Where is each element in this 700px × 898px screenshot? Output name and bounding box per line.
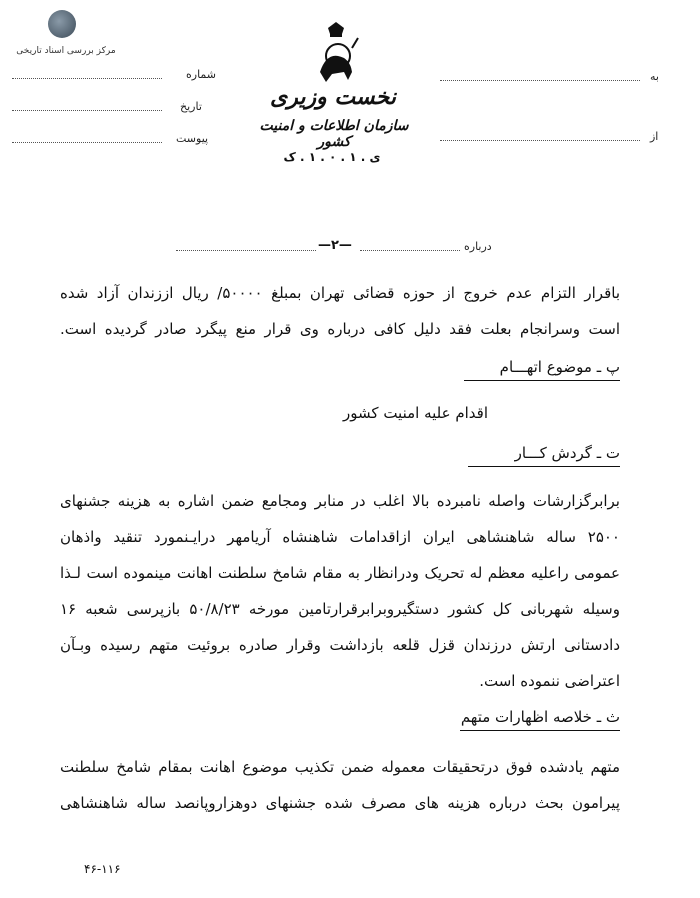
number-label: شماره — [186, 68, 217, 81]
subject-label: درباره — [464, 240, 492, 253]
body-line: باقرار التزام عدم خروج از حوزه قضائی تهران بمبلغ ۵۰۰۰۰/ ریال اززندان آزاد شده — [60, 284, 620, 302]
archive-logo-icon — [48, 10, 76, 38]
from-label: از — [650, 130, 659, 143]
archive-logo — [6, 10, 126, 60]
section-heading-charge: پ ـ موضوع اتهـــام — [499, 358, 620, 376]
page-marker: —۲— — [318, 238, 352, 253]
letterhead-subtitle: سازمان اطلاعات و امنیت کشور — [259, 118, 409, 150]
archive-logo-text: مرکز بررسی اسناد تاریخی — [16, 46, 116, 56]
from-field-line — [440, 140, 640, 141]
heading-underline — [460, 730, 620, 731]
body-line: دادستانی ارتش درزندان قزل قلعه بازداشت وقرار صادره بروئیت متهم رسیده وبـآن — [60, 636, 620, 654]
letterhead-title: نخست وزیری — [270, 84, 396, 110]
to-field-line — [440, 80, 640, 81]
section-heading-statements: ث ـ خلاصه اظهارات متهم — [460, 708, 620, 726]
body-line: پیرامون بحث درباره هزینه های مصرف شده جشنهای دوهزاروپانصد ساله شاهنشاهی — [60, 794, 620, 812]
to-label: به — [650, 70, 659, 83]
body-line: برابرگزارشات واصله نامبرده بالا اغلب در منابر ومجامع ضمن اشاره به هزینه جشنهای — [60, 492, 620, 510]
body-line: وسیله شهربانی کل کشور دستگیروبرابرقرارتامین مورخه ۵۰/۸/۲۳ بازپرسی شعبه ۱۶ — [60, 600, 620, 618]
subject-line-left — [176, 250, 316, 251]
date-label: تاریخ — [180, 100, 202, 113]
body-line: ۲۵۰۰ ساله شاهنشاهی ایران ازاقدامات شاهنشاه آریامهر درایـنمورد تنقید واذهان — [60, 528, 620, 546]
body-line: عمومی راعلیه معظم له تحریک ودرانظار به مقام شامخ سلطنت اهانت مینموده است لـذا — [60, 564, 620, 582]
heading-underline — [464, 380, 620, 381]
subject-line-right — [360, 250, 460, 251]
footer-document-number: ۴۶-۱۱۶ — [84, 862, 121, 876]
lion-and-sun-emblem-icon — [308, 20, 364, 86]
section-heading-proceedings: ت ـ گردش کـــار — [514, 444, 620, 462]
charge-text: اقدام علیه امنیت کشور — [343, 404, 488, 422]
body-line: اعتراضی ننموده است. — [479, 672, 620, 690]
heading-underline — [468, 466, 620, 467]
date-field-line — [12, 110, 162, 111]
attachment-field-line — [12, 142, 162, 143]
body-line: متهم یادشده فوق درتحقیقات معموله ضمن تکذیب موضوع اهانت بمقام شامخ سلطنت — [60, 758, 620, 776]
attachment-label: پیوست — [176, 132, 209, 145]
letterhead-ref: ی . ۱ . ۰ . ۱ . ک — [283, 150, 381, 164]
number-field-line — [12, 78, 162, 79]
body-line: است وسرانجام بعلت فقد دلیل کافی درباره وی قرار منع پیگرد صادر گردیده است. — [60, 320, 620, 338]
